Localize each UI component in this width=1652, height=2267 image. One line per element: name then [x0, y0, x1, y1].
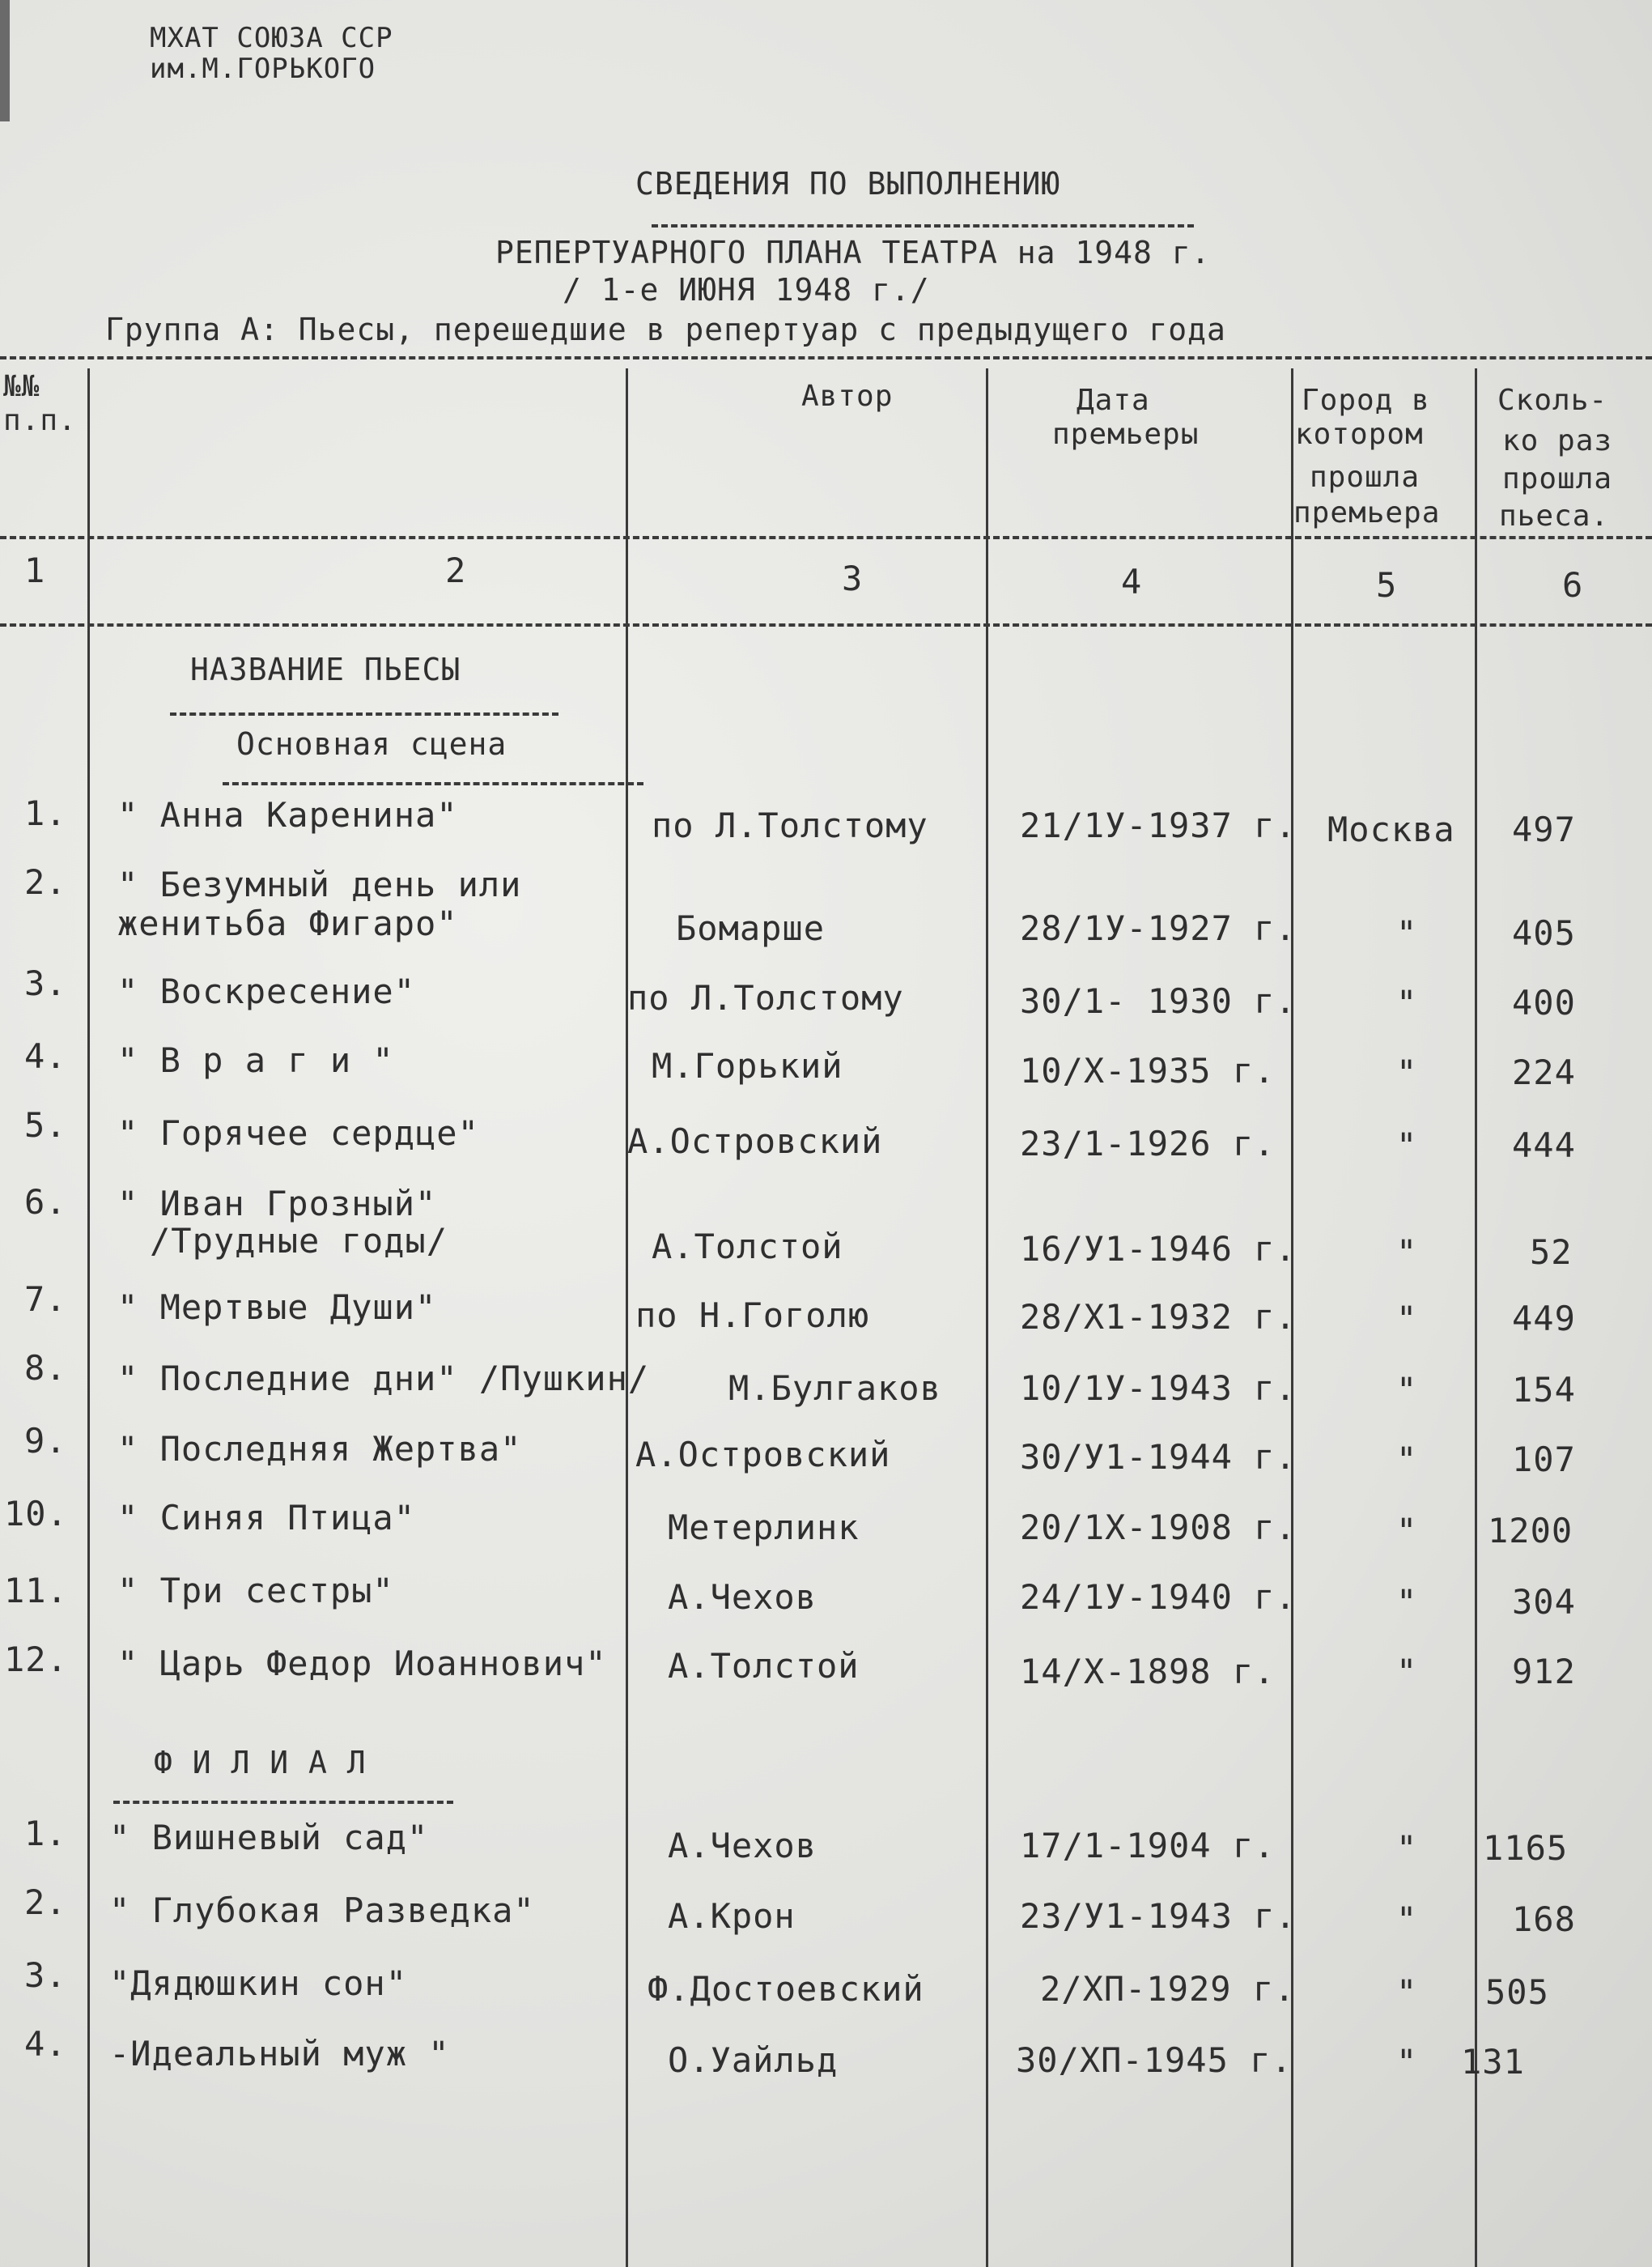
- section-main-stage: Основная сцена: [236, 726, 507, 762]
- col-divider-1: [87, 368, 90, 2267]
- play-title-heading: НАЗВАНИЕ ПЬЕСЫ: [190, 652, 461, 687]
- title-underline: [652, 224, 1194, 228]
- column-number-3: 3: [842, 559, 864, 598]
- section-branch-underline: [113, 1801, 453, 1804]
- document-title: СВЕДЕНИЯ ПО ВЫПОЛНЕНИЮ: [635, 166, 1061, 202]
- column-number-4: 4: [1121, 562, 1143, 602]
- column-number-1: 1: [24, 551, 46, 590]
- column-number-2: 2: [445, 551, 467, 590]
- column-number-5: 5: [1376, 565, 1398, 605]
- document-page: МХАТ СОЮЗА ССР им.М.ГОРЬКОГО СВЕДЕНИЯ ПО ВЫПОЛНЕНИЮ РЕПЕРТУАРНОГО ПЛАНА ТЕАТРА на 1948 г. / 1-е ИЮНЯ 1948 г./ Группа А: Пьесы, перешедшие в репертуар с предыдущего года №№ п.п. Автор Дата премьеры Город в котором прошла премьера Сколь- ко раз прошла пьеса. 1 2 3 4 5 6 НАЗВАНИЕ ПЬЕСЫ Основная сцена 1. " Анна Каренина" по Л.Толстому 21/1У-1937 г. Москва 497 2. " Безумный день или женитьба Фигаро" Бомарше 28/1У-1927 г. " 405 3. " Воскресение" по Л.Толстому 30/1- 1930 г. " 400 4. " В р а г и " М.Горький 10/Х-1935 г. " 224 5. " Горячее сердце" А.Островский 23/1-1926 г. " 444 6. " Иван Грозный" /Трудные годы/ А.Толстой 16/У1-1946 г. " 52 7. " Мертвые Души" по Н.Гоголю 28/Х1-1932 г. " 449 8. " Последние дни" /Пушкин/ М.Булгаков 10/1У-1943 г. " 154 9. " Последняя Жертва" А.Островский 30/У1-1944 г. " 107 10. " Синяя Птица" Метерлинк 20/1Х-1908 г. " 1200 11. " Три сестры" А.Чехов 24/1У-1940 г. " 304 12. " Царь Федор Иоаннович" А.Толстой 14/Х-1898 г. " 912 Ф И Л И А Л 1. " Вишневый сад" А.Чехов 17/1-1904 г. " 1165 2. " Глубокая Разведка" А.Крон 23/У1-1943 г. " 168 3. "Дядюшкин сон" Ф.Достоевский 2/ХП-1929 г. " 505 4. -Идеальный муж " О.Уайльд 30/ХП-1945 г. " 131: [0, 0, 1652, 2267]
- report-date: / 1-е ИЮНЯ 1948 г./: [563, 272, 930, 308]
- page-edge-shadow: [0, 0, 10, 121]
- section-branch: Ф И Л И А Л: [154, 1745, 367, 1780]
- document-subtitle: РЕПЕРТУАРНОГО ПЛАНА ТЕАТРА на 1948 г.: [495, 235, 1211, 270]
- org-line-2: им.М.ГОРЬКОГО: [150, 53, 376, 85]
- section-main-underline: [223, 782, 643, 785]
- group-line: Группа А: Пьесы, перешедшие в репертуар с предыдущего года: [105, 312, 1226, 347]
- table-top-rule: [0, 356, 1652, 359]
- colnum-bottom-rule: [0, 623, 1652, 627]
- column-number-6: 6: [1562, 565, 1584, 605]
- col-divider-3: [986, 368, 988, 2267]
- org-line-1: МХАТ СОЮЗА ССР: [150, 22, 393, 54]
- col-divider-2: [626, 368, 628, 2267]
- heading-underline: [170, 712, 558, 716]
- col-divider-5: [1475, 368, 1477, 2267]
- column-header-author: Автор: [801, 380, 894, 413]
- header-bottom-rule: [0, 536, 1652, 539]
